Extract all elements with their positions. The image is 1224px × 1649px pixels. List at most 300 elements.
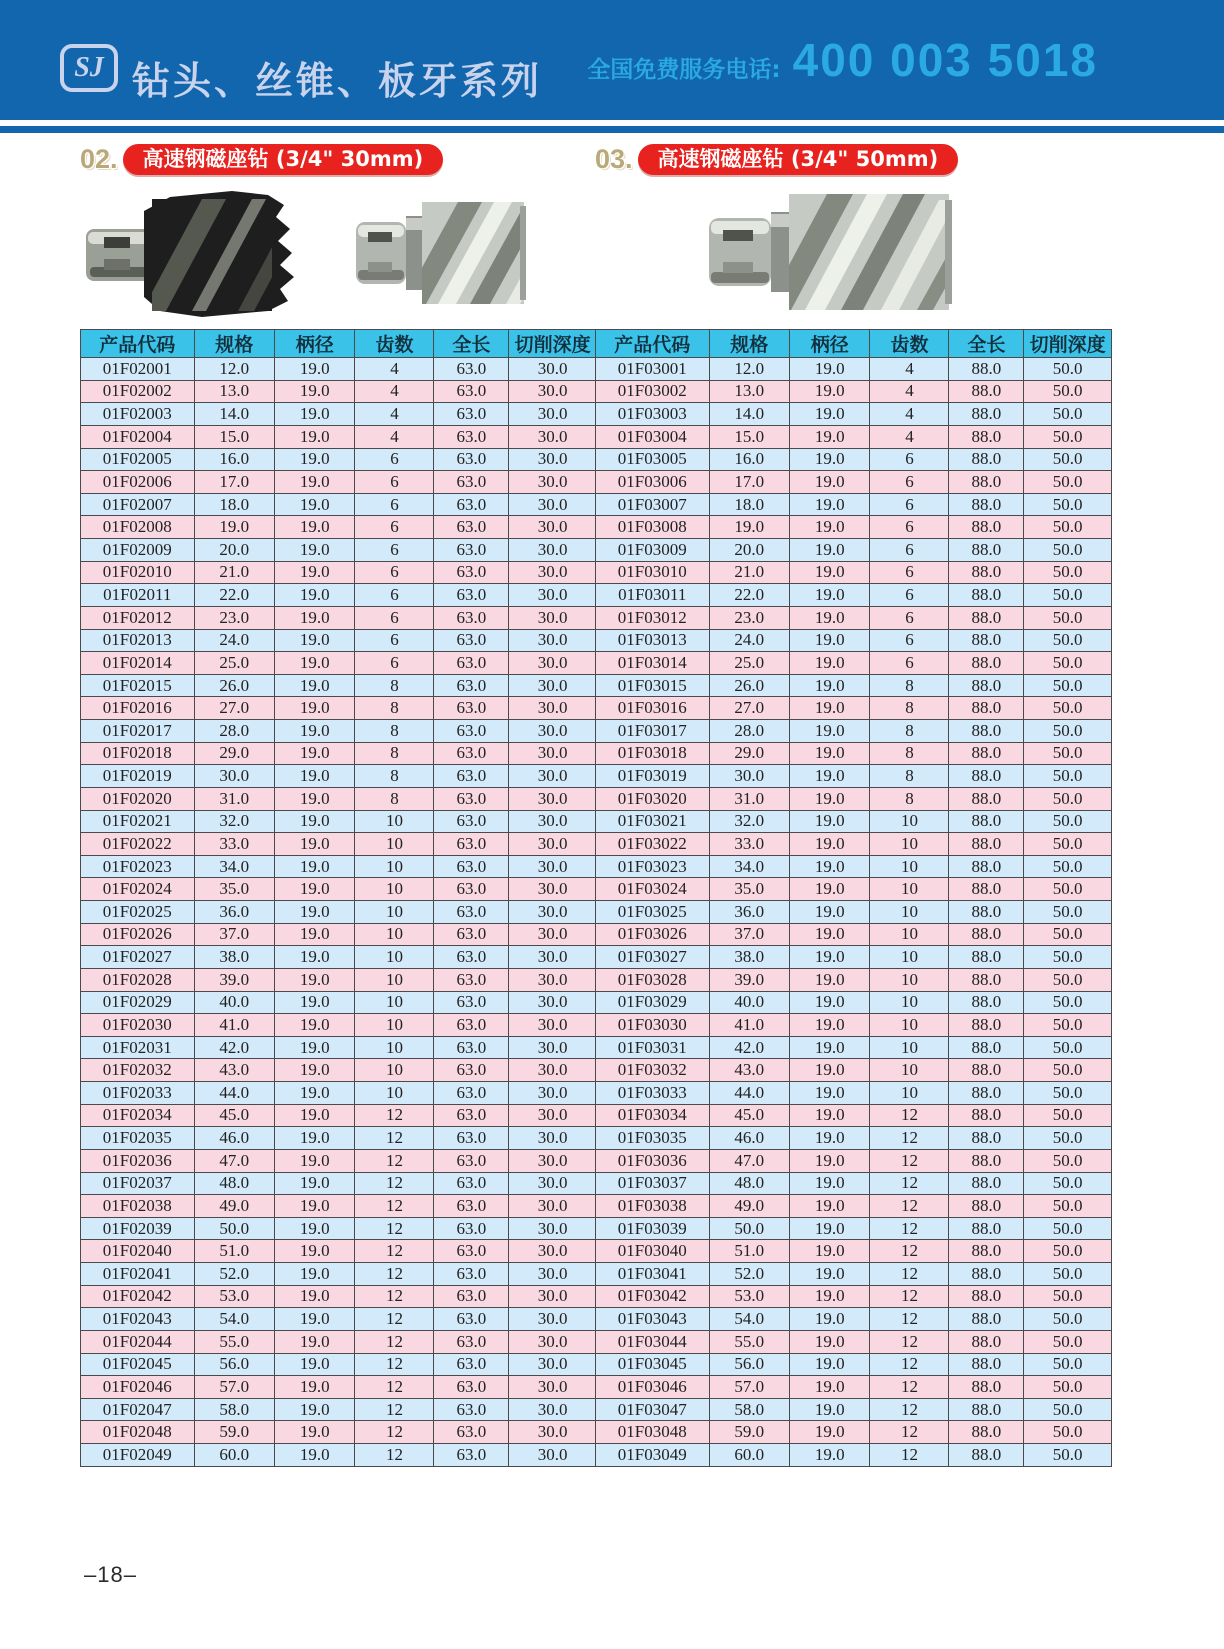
table-cell: 36.0 bbox=[194, 901, 274, 924]
table-cell: 20.0 bbox=[709, 539, 789, 562]
table-cell: 30.0 bbox=[509, 471, 597, 494]
table-cell: 19.0 bbox=[790, 1330, 870, 1353]
table-cell: 10 bbox=[870, 833, 949, 856]
table-cell: 30.0 bbox=[509, 1172, 597, 1195]
table-cell: 4 bbox=[870, 425, 949, 448]
table-cell: 01F02040 bbox=[81, 1240, 195, 1263]
table-row bbox=[596, 1285, 1112, 1308]
table-row bbox=[596, 1353, 1112, 1376]
table-cell: 55.0 bbox=[194, 1330, 274, 1353]
table-cell: 48.0 bbox=[709, 1172, 789, 1195]
table-cell: 10 bbox=[355, 923, 434, 946]
table-cell: 12 bbox=[355, 1195, 434, 1218]
table-cell: 12 bbox=[870, 1376, 949, 1399]
table-cell: 01F03039 bbox=[596, 1217, 710, 1240]
table-cell: 63.0 bbox=[434, 1421, 509, 1444]
table-cell: 01F02017 bbox=[81, 720, 195, 743]
table-row bbox=[81, 358, 597, 381]
table-cell: 8 bbox=[355, 765, 434, 788]
table-cell: 19.0 bbox=[275, 968, 355, 991]
table-cell: 88.0 bbox=[949, 561, 1024, 584]
table-cell: 63.0 bbox=[434, 1285, 509, 1308]
table-cell: 10 bbox=[870, 1036, 949, 1059]
table-row bbox=[596, 1014, 1112, 1037]
table-cell: 19.0 bbox=[790, 1421, 870, 1444]
table-row bbox=[81, 923, 597, 946]
table-cell: 12 bbox=[355, 1421, 434, 1444]
table-cell: 50.0 bbox=[1024, 652, 1112, 675]
table-cell: 63.0 bbox=[434, 358, 509, 381]
table-cell: 50.0 bbox=[1024, 1104, 1112, 1127]
table-cell: 57.0 bbox=[709, 1376, 789, 1399]
table-cell: 63.0 bbox=[434, 629, 509, 652]
table-cell: 12 bbox=[355, 1376, 434, 1399]
table-cell: 36.0 bbox=[709, 901, 789, 924]
table-cell: 19.0 bbox=[790, 1353, 870, 1376]
table-cell: 01F02041 bbox=[81, 1263, 195, 1286]
table-cell: 63.0 bbox=[434, 946, 509, 969]
table-cell: 63.0 bbox=[434, 1014, 509, 1037]
table-cell: 50.0 bbox=[1024, 1398, 1112, 1421]
table-row bbox=[81, 561, 597, 584]
table-cell: 01F03004 bbox=[596, 425, 710, 448]
table-cell: 19.0 bbox=[790, 1398, 870, 1421]
table-cell: 50.0 bbox=[1024, 697, 1112, 720]
table-cell: 29.0 bbox=[709, 742, 789, 765]
table-cell: 37.0 bbox=[709, 923, 789, 946]
table-cell: 88.0 bbox=[949, 1263, 1024, 1286]
table-cell: 88.0 bbox=[949, 425, 1024, 448]
table-cell: 4 bbox=[355, 403, 434, 426]
table-row bbox=[81, 946, 597, 969]
table-cell: 01F03041 bbox=[596, 1263, 710, 1286]
table-cell: 30.0 bbox=[509, 1195, 597, 1218]
table-cell: 50.0 bbox=[1024, 448, 1112, 471]
table-cell: 8 bbox=[870, 787, 949, 810]
table-cell: 4 bbox=[355, 380, 434, 403]
table-cell: 19.0 bbox=[275, 720, 355, 743]
table-cell: 19.0 bbox=[275, 652, 355, 675]
table-cell: 88.0 bbox=[949, 1082, 1024, 1105]
table-cell: 50.0 bbox=[1024, 1217, 1112, 1240]
table-cell: 50.0 bbox=[1024, 1036, 1112, 1059]
table-cell: 15.0 bbox=[709, 425, 789, 448]
table-cell: 30.0 bbox=[509, 1444, 597, 1467]
table-cell: 47.0 bbox=[194, 1149, 274, 1172]
table-cell: 63.0 bbox=[434, 855, 509, 878]
table-cell: 30.0 bbox=[509, 1263, 597, 1286]
table-cell: 12 bbox=[355, 1353, 434, 1376]
table-cell: 18.0 bbox=[709, 493, 789, 516]
table-cell: 50.0 bbox=[1024, 358, 1112, 381]
table-row bbox=[596, 901, 1112, 924]
table-cell: 54.0 bbox=[194, 1308, 274, 1331]
table-cell: 60.0 bbox=[709, 1444, 789, 1467]
table-cell: 19.0 bbox=[275, 493, 355, 516]
table-cell: 50.0 bbox=[1024, 425, 1112, 448]
table-cell: 8 bbox=[870, 765, 949, 788]
table-cell: 50.0 bbox=[1024, 1059, 1112, 1082]
table-cell: 19.0 bbox=[275, 1285, 355, 1308]
table-cell: 63.0 bbox=[434, 425, 509, 448]
table-cell: 19.0 bbox=[275, 561, 355, 584]
table-cell: 63.0 bbox=[434, 1353, 509, 1376]
table-cell: 6 bbox=[355, 539, 434, 562]
table-cell: 56.0 bbox=[194, 1353, 274, 1376]
table-cell: 19.0 bbox=[790, 1285, 870, 1308]
table-cell: 12 bbox=[355, 1444, 434, 1467]
table-cell: 63.0 bbox=[434, 561, 509, 584]
column-header: 齿数 bbox=[355, 330, 434, 358]
table-cell: 50.0 bbox=[1024, 1195, 1112, 1218]
table-cell: 15.0 bbox=[194, 425, 274, 448]
product-photos-50mm bbox=[595, 175, 1112, 329]
table-cell: 01F03035 bbox=[596, 1127, 710, 1150]
table-cell: 12 bbox=[870, 1217, 949, 1240]
table-cell: 6 bbox=[870, 493, 949, 516]
table-cell: 88.0 bbox=[949, 923, 1024, 946]
table-cell: 19.0 bbox=[790, 1036, 870, 1059]
table-cell: 4 bbox=[870, 403, 949, 426]
table-cell: 50.0 bbox=[1024, 1127, 1112, 1150]
table-cell: 44.0 bbox=[709, 1082, 789, 1105]
table-row bbox=[596, 923, 1112, 946]
table-cell: 01F03010 bbox=[596, 561, 710, 584]
table-cell: 88.0 bbox=[949, 697, 1024, 720]
table-cell: 12 bbox=[870, 1285, 949, 1308]
table-row bbox=[81, 1217, 597, 1240]
table-cell: 26.0 bbox=[709, 674, 789, 697]
table-cell: 63.0 bbox=[434, 1398, 509, 1421]
table-row bbox=[81, 1353, 597, 1376]
column-header: 规格 bbox=[194, 330, 274, 358]
table-cell: 48.0 bbox=[194, 1172, 274, 1195]
column-header: 全长 bbox=[949, 330, 1024, 358]
table-row bbox=[596, 606, 1112, 629]
table-cell: 01F02022 bbox=[81, 833, 195, 856]
table-cell: 19.0 bbox=[790, 787, 870, 810]
table-cell: 32.0 bbox=[709, 810, 789, 833]
table-cell: 50.0 bbox=[1024, 516, 1112, 539]
table-cell: 50.0 bbox=[1024, 1285, 1112, 1308]
table-cell: 30.0 bbox=[509, 787, 597, 810]
table-cell: 10 bbox=[355, 968, 434, 991]
table-cell: 30.0 bbox=[509, 855, 597, 878]
table-cell: 01F02027 bbox=[81, 946, 195, 969]
table-cell: 88.0 bbox=[949, 606, 1024, 629]
table-cell: 20.0 bbox=[194, 539, 274, 562]
table-cell: 8 bbox=[870, 720, 949, 743]
table-cell: 01F03032 bbox=[596, 1059, 710, 1082]
table-cell: 12 bbox=[870, 1444, 949, 1467]
table-cell: 19.0 bbox=[275, 1308, 355, 1331]
table-cell: 10 bbox=[870, 901, 949, 924]
table-cell: 01F02048 bbox=[81, 1421, 195, 1444]
table-cell: 01F02029 bbox=[81, 991, 195, 1014]
table-cell: 63.0 bbox=[434, 403, 509, 426]
table-cell: 19.0 bbox=[275, 674, 355, 697]
table-cell: 10 bbox=[870, 968, 949, 991]
table-cell: 01F02036 bbox=[81, 1149, 195, 1172]
table-row bbox=[81, 968, 597, 991]
table-cell: 63.0 bbox=[434, 742, 509, 765]
table-cell: 12 bbox=[870, 1421, 949, 1444]
table-cell: 63.0 bbox=[434, 787, 509, 810]
table-row bbox=[596, 448, 1112, 471]
table-cell: 88.0 bbox=[949, 1330, 1024, 1353]
table-cell: 58.0 bbox=[709, 1398, 789, 1421]
table-cell: 6 bbox=[355, 471, 434, 494]
table-cell: 30.0 bbox=[709, 765, 789, 788]
table-row bbox=[81, 1285, 597, 1308]
table-row bbox=[81, 448, 597, 471]
table-cell: 41.0 bbox=[194, 1014, 274, 1037]
table-cell: 01F02025 bbox=[81, 901, 195, 924]
table-cell: 37.0 bbox=[194, 923, 274, 946]
table-cell: 30.0 bbox=[509, 629, 597, 652]
header-divider bbox=[0, 126, 1224, 133]
table-cell: 88.0 bbox=[949, 1059, 1024, 1082]
table-cell: 63.0 bbox=[434, 720, 509, 743]
table-cell: 01F02009 bbox=[81, 539, 195, 562]
table-cell: 19.0 bbox=[790, 1308, 870, 1331]
table-cell: 19.0 bbox=[275, 1217, 355, 1240]
table-cell: 63.0 bbox=[434, 833, 509, 856]
table-cell: 12 bbox=[355, 1330, 434, 1353]
table-cell: 50.0 bbox=[709, 1217, 789, 1240]
table-cell: 57.0 bbox=[194, 1376, 274, 1399]
table-cell: 50.0 bbox=[1024, 968, 1112, 991]
table-cell: 19.0 bbox=[275, 516, 355, 539]
column-header: 产品代码 bbox=[596, 330, 710, 358]
table-cell: 26.0 bbox=[194, 674, 274, 697]
table-cell: 10 bbox=[355, 810, 434, 833]
table-cell: 01F02023 bbox=[81, 855, 195, 878]
table-cell: 63.0 bbox=[434, 697, 509, 720]
table-cell: 01F02012 bbox=[81, 606, 195, 629]
table-cell: 30.0 bbox=[509, 584, 597, 607]
table-row bbox=[596, 991, 1112, 1014]
table-cell: 01F02037 bbox=[81, 1172, 195, 1195]
table-cell: 35.0 bbox=[194, 878, 274, 901]
section-50mm-header bbox=[595, 143, 1112, 175]
table-row bbox=[81, 1421, 597, 1444]
table-cell: 30.0 bbox=[509, 358, 597, 381]
table-cell: 10 bbox=[870, 810, 949, 833]
table-cell: 19.0 bbox=[790, 855, 870, 878]
table-cell: 01F03047 bbox=[596, 1398, 710, 1421]
table-cell: 19.0 bbox=[790, 1104, 870, 1127]
logo-sj-icon bbox=[60, 44, 118, 92]
table-cell: 01F02007 bbox=[81, 493, 195, 516]
table-row bbox=[81, 697, 597, 720]
table-cell: 16.0 bbox=[194, 448, 274, 471]
table-cell: 01F02030 bbox=[81, 1014, 195, 1037]
table-cell: 50.0 bbox=[1024, 810, 1112, 833]
table-cell: 01F02034 bbox=[81, 1104, 195, 1127]
product-table-50mm bbox=[595, 329, 1112, 1467]
table-cell: 30.0 bbox=[509, 403, 597, 426]
table-cell: 01F03007 bbox=[596, 493, 710, 516]
table-row bbox=[596, 1172, 1112, 1195]
page-number: –18– bbox=[84, 1562, 137, 1587]
table-cell: 01F03014 bbox=[596, 652, 710, 675]
table-row bbox=[81, 539, 597, 562]
table-cell: 30.0 bbox=[509, 1308, 597, 1331]
table-cell: 30.0 bbox=[509, 1353, 597, 1376]
table-row bbox=[596, 1127, 1112, 1150]
table-cell: 50.0 bbox=[1024, 742, 1112, 765]
table-cell: 01F03025 bbox=[596, 901, 710, 924]
table-cell: 19.0 bbox=[790, 606, 870, 629]
table-row bbox=[596, 765, 1112, 788]
table-cell: 01F03012 bbox=[596, 606, 710, 629]
table-cell: 12 bbox=[870, 1149, 949, 1172]
table-cell: 30.0 bbox=[509, 1285, 597, 1308]
table-cell: 6 bbox=[355, 561, 434, 584]
table-cell: 88.0 bbox=[949, 674, 1024, 697]
table-cell: 19.0 bbox=[275, 1421, 355, 1444]
table-row bbox=[596, 878, 1112, 901]
table-row bbox=[596, 1104, 1112, 1127]
table-cell: 4 bbox=[870, 380, 949, 403]
table-cell: 19.0 bbox=[275, 742, 355, 765]
table-cell: 30.0 bbox=[509, 946, 597, 969]
table-cell: 01F03043 bbox=[596, 1308, 710, 1331]
table-cell: 88.0 bbox=[949, 629, 1024, 652]
table-cell: 01F03046 bbox=[596, 1376, 710, 1399]
table-cell: 30.0 bbox=[509, 810, 597, 833]
table-cell: 01F03013 bbox=[596, 629, 710, 652]
table-cell: 55.0 bbox=[709, 1330, 789, 1353]
table-row bbox=[81, 1014, 597, 1037]
table-cell: 22.0 bbox=[709, 584, 789, 607]
table-cell: 88.0 bbox=[949, 1014, 1024, 1037]
table-cell: 19.0 bbox=[275, 629, 355, 652]
table-cell: 88.0 bbox=[949, 516, 1024, 539]
table-cell: 30.0 bbox=[509, 1014, 597, 1037]
table-cell: 19.0 bbox=[275, 1444, 355, 1467]
table-row bbox=[81, 1240, 597, 1263]
table-cell: 12 bbox=[870, 1127, 949, 1150]
table-cell: 19.0 bbox=[790, 674, 870, 697]
table-row bbox=[596, 561, 1112, 584]
table-cell: 10 bbox=[355, 946, 434, 969]
table-cell: 30.0 bbox=[509, 697, 597, 720]
table-cell: 60.0 bbox=[194, 1444, 274, 1467]
table-cell: 63.0 bbox=[434, 493, 509, 516]
table-row bbox=[81, 991, 597, 1014]
table-cell: 63.0 bbox=[434, 1036, 509, 1059]
table-cell: 50.0 bbox=[1024, 1014, 1112, 1037]
table-row bbox=[596, 1398, 1112, 1421]
table-cell: 12 bbox=[355, 1217, 434, 1240]
table-cell: 12 bbox=[355, 1398, 434, 1421]
table-row bbox=[81, 629, 597, 652]
table-row bbox=[596, 946, 1112, 969]
table-cell: 10 bbox=[870, 1082, 949, 1105]
table-cell: 12 bbox=[870, 1172, 949, 1195]
table-cell: 19.0 bbox=[275, 1195, 355, 1218]
table-row bbox=[81, 471, 597, 494]
table-cell: 88.0 bbox=[949, 946, 1024, 969]
table-cell: 25.0 bbox=[709, 652, 789, 675]
table-cell: 19.0 bbox=[275, 923, 355, 946]
table-cell: 38.0 bbox=[709, 946, 789, 969]
table-cell: 19.0 bbox=[275, 1263, 355, 1286]
table-row bbox=[81, 1149, 597, 1172]
table-cell: 31.0 bbox=[194, 787, 274, 810]
table-cell: 51.0 bbox=[709, 1240, 789, 1263]
table-row bbox=[596, 358, 1112, 381]
page-title: 钻头、丝锥、板牙系列 bbox=[132, 59, 543, 103]
table-cell: 01F02011 bbox=[81, 584, 195, 607]
table-cell: 63.0 bbox=[434, 1104, 509, 1127]
section-title-pill: 高速钢磁座钻 (3/4" 50mm) bbox=[638, 144, 959, 175]
table-cell: 12 bbox=[355, 1240, 434, 1263]
table-cell: 63.0 bbox=[434, 471, 509, 494]
table-row bbox=[596, 425, 1112, 448]
table-row bbox=[596, 493, 1112, 516]
table-cell: 12 bbox=[355, 1172, 434, 1195]
table-row bbox=[596, 380, 1112, 403]
table-cell: 01F02003 bbox=[81, 403, 195, 426]
table-cell: 43.0 bbox=[709, 1059, 789, 1082]
table-cell: 63.0 bbox=[434, 1172, 509, 1195]
table-cell: 88.0 bbox=[949, 1353, 1024, 1376]
table-cell: 88.0 bbox=[949, 1127, 1024, 1150]
table-cell: 30.0 bbox=[509, 448, 597, 471]
table-cell: 01F02015 bbox=[81, 674, 195, 697]
table-cell: 39.0 bbox=[709, 968, 789, 991]
table-cell: 63.0 bbox=[434, 1082, 509, 1105]
table-cell: 01F02019 bbox=[81, 765, 195, 788]
table-cell: 50.0 bbox=[1024, 1308, 1112, 1331]
table-cell: 6 bbox=[870, 471, 949, 494]
table-cell: 19.0 bbox=[275, 787, 355, 810]
table-cell: 19.0 bbox=[790, 471, 870, 494]
table-cell: 19.0 bbox=[275, 991, 355, 1014]
table-cell: 50.0 bbox=[1024, 878, 1112, 901]
table-cell: 52.0 bbox=[709, 1263, 789, 1286]
table-cell: 01F03031 bbox=[596, 1036, 710, 1059]
table-cell: 42.0 bbox=[194, 1036, 274, 1059]
table-cell: 24.0 bbox=[194, 629, 274, 652]
table-cell: 25.0 bbox=[194, 652, 274, 675]
table-cell: 17.0 bbox=[194, 471, 274, 494]
table-row bbox=[81, 833, 597, 856]
table-cell: 12 bbox=[870, 1263, 949, 1286]
table-cell: 19.0 bbox=[275, 901, 355, 924]
table-cell: 12 bbox=[355, 1127, 434, 1150]
table-cell: 19.0 bbox=[275, 1172, 355, 1195]
table-cell: 63.0 bbox=[434, 674, 509, 697]
table-cell: 30.0 bbox=[509, 493, 597, 516]
table-cell: 50.0 bbox=[1024, 833, 1112, 856]
table-cell: 01F02043 bbox=[81, 1308, 195, 1331]
table-row bbox=[596, 1149, 1112, 1172]
table-cell: 50.0 bbox=[1024, 674, 1112, 697]
table-cell: 12 bbox=[870, 1330, 949, 1353]
table-row bbox=[596, 652, 1112, 675]
table-cell: 01F02047 bbox=[81, 1398, 195, 1421]
table-row bbox=[81, 1036, 597, 1059]
table-row bbox=[596, 720, 1112, 743]
table-cell: 01F02016 bbox=[81, 697, 195, 720]
table-cell: 19.0 bbox=[790, 878, 870, 901]
table-cell: 12.0 bbox=[709, 358, 789, 381]
table-cell: 19.0 bbox=[790, 1376, 870, 1399]
